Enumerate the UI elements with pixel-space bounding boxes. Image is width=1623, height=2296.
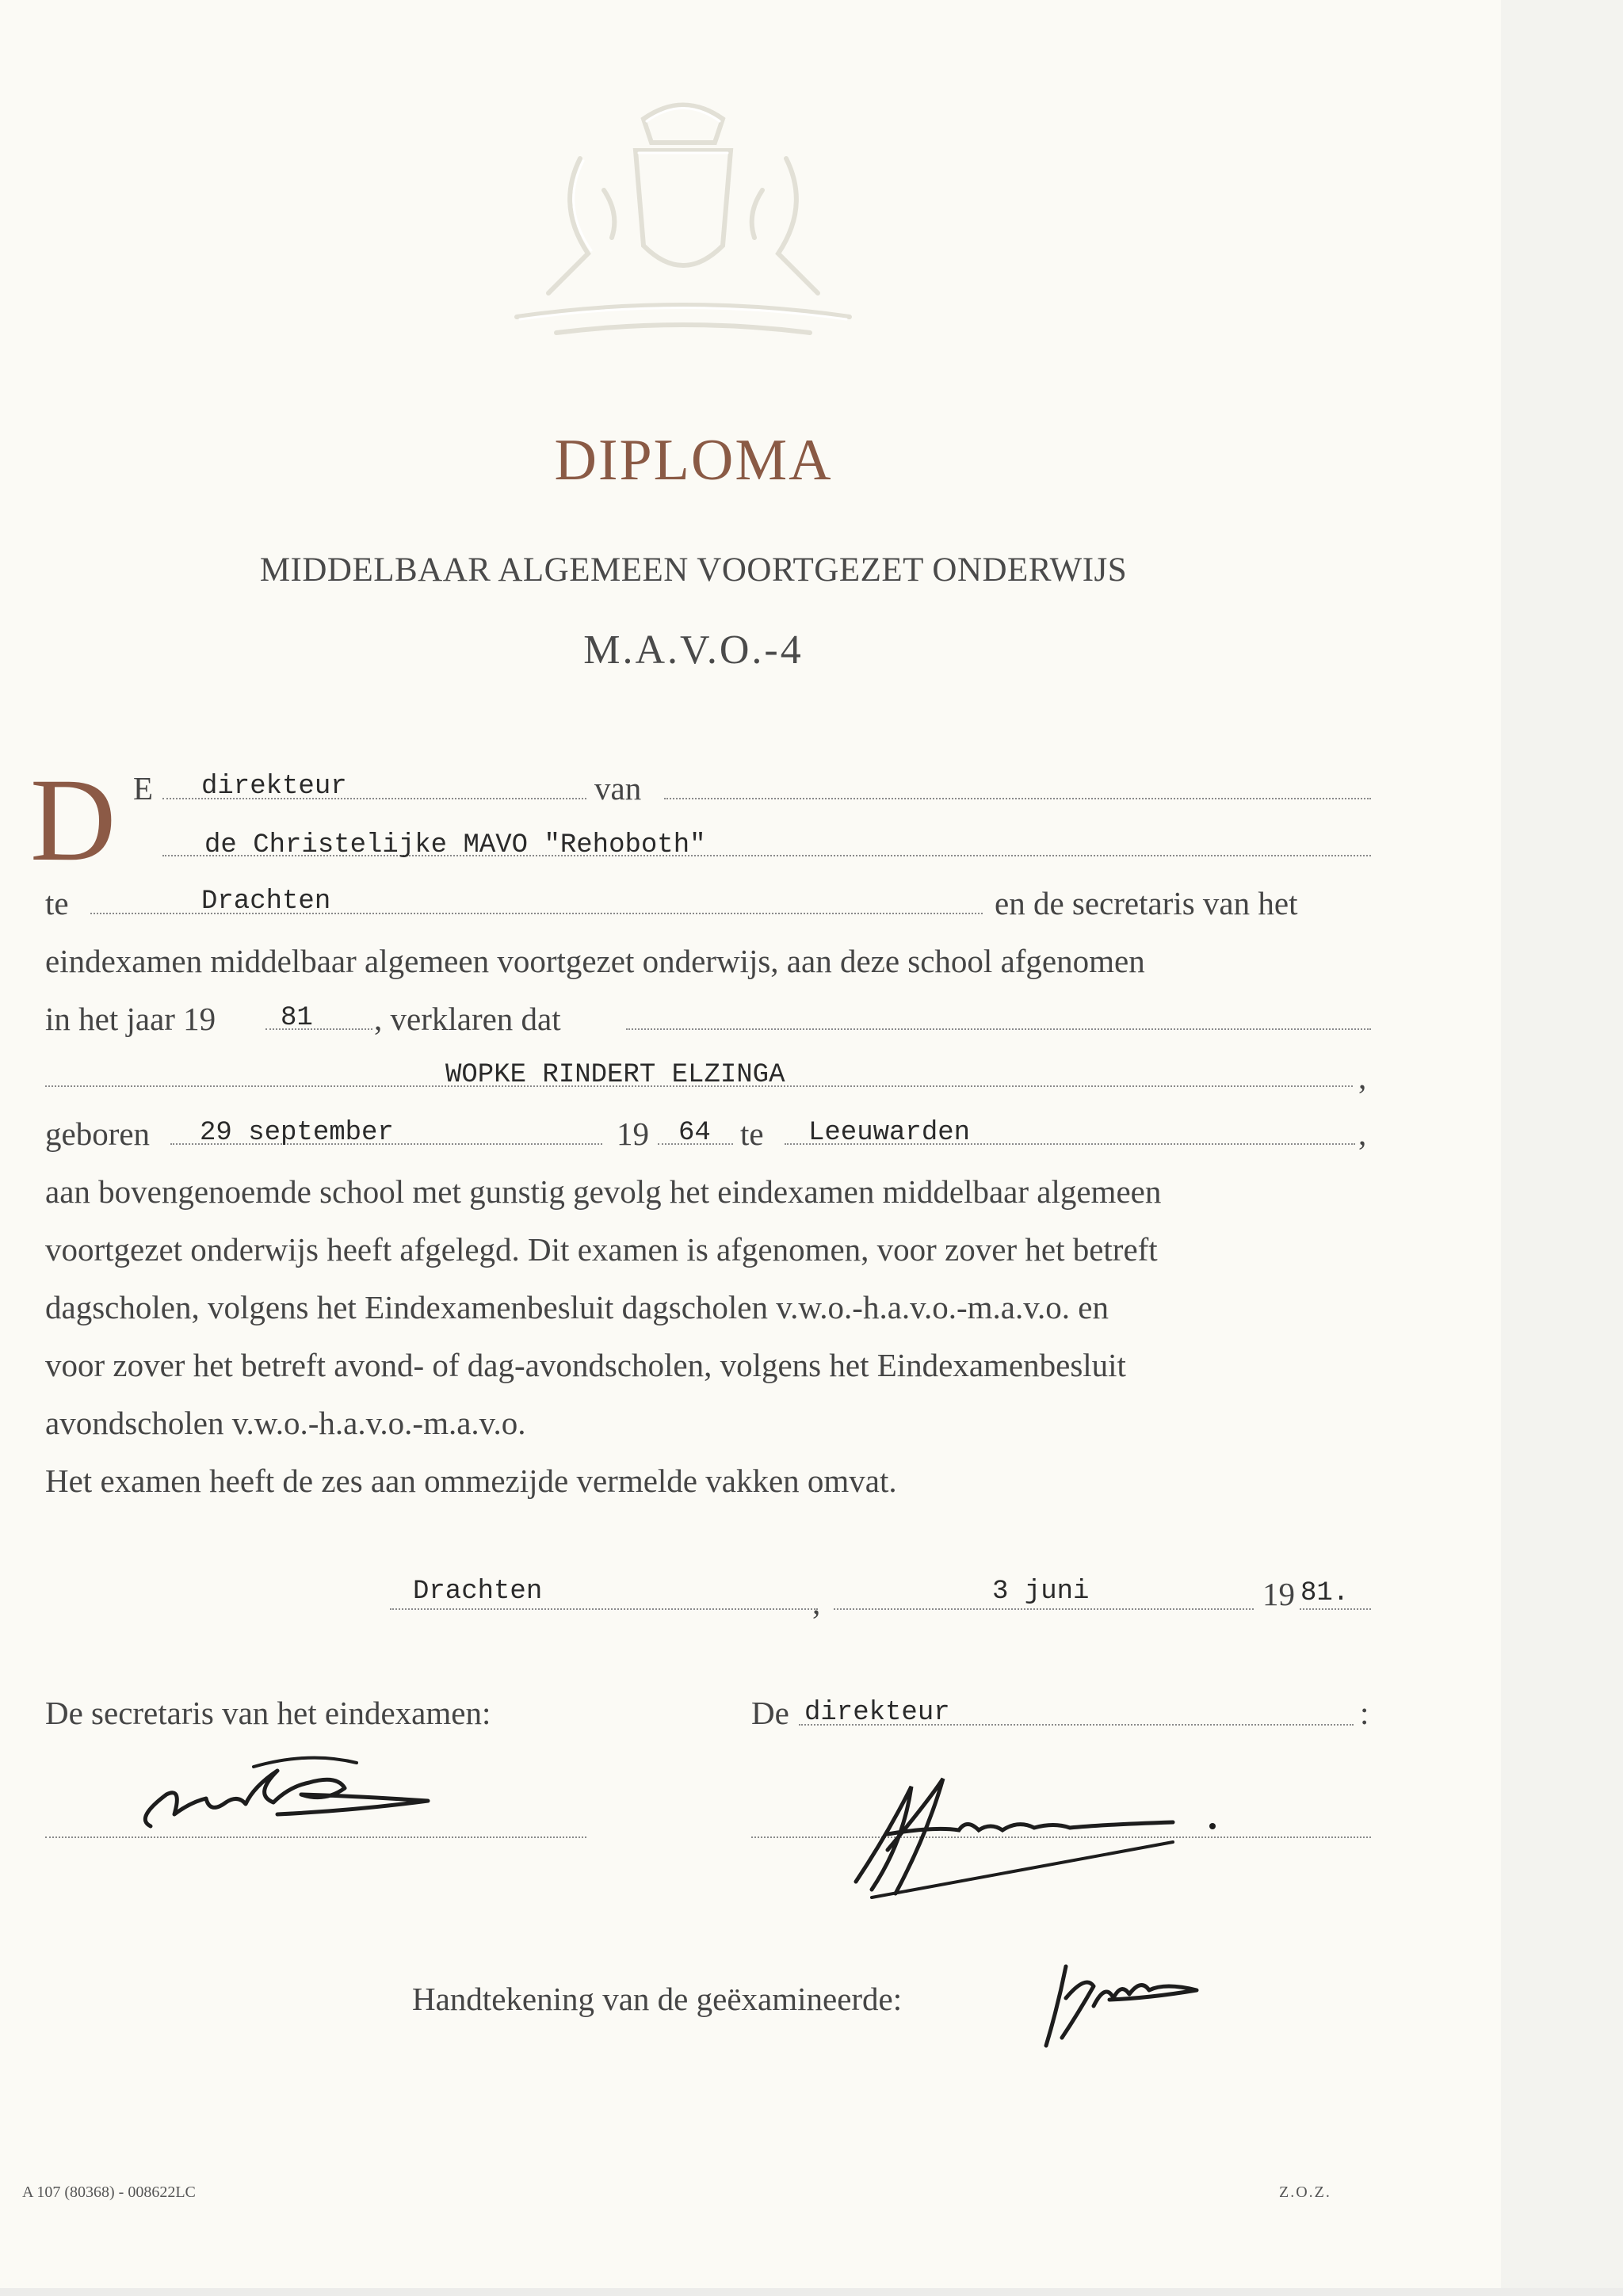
role-value: direkteur bbox=[201, 772, 347, 802]
birth-comma: , bbox=[1358, 1116, 1367, 1152]
dateline-date-line bbox=[834, 1608, 1254, 1610]
dateline-place-line bbox=[390, 1608, 818, 1610]
verklaren-text: , verklaren dat bbox=[374, 1001, 561, 1037]
birth-place: Leeuwarden bbox=[808, 1118, 971, 1148]
year-value: 81 bbox=[281, 1003, 313, 1033]
secretary-label: De secretaris van het eindexamen: bbox=[45, 1695, 491, 1731]
te-label: te bbox=[45, 885, 69, 921]
scan-margin bbox=[1501, 0, 1623, 2296]
name-comma: , bbox=[1358, 1059, 1367, 1096]
dateline-date: 3 juni bbox=[992, 1577, 1090, 1607]
birth-year: 64 bbox=[678, 1118, 711, 1148]
body-line-3: dagscholen, volgens het Eindexamenbesluit dagscholen v.w.o.-h.a.v.o.-m.a.v.o. en bbox=[45, 1289, 1109, 1325]
van-label: van bbox=[594, 770, 642, 807]
dateline-place: Drachten bbox=[413, 1577, 543, 1607]
education-level: M.A.V.O.-4 bbox=[583, 627, 804, 673]
document-subtitle: MIDDELBAAR ALGEMEEN VOORTGEZET ONDERWIJS bbox=[259, 551, 1128, 589]
director-value: direkteur bbox=[804, 1698, 950, 1728]
body-line-6: Het examen heeft de zes aan ommezijde vermelde vakken omvat. bbox=[45, 1463, 897, 1499]
secretary-signature-icon bbox=[119, 1739, 452, 1850]
body-line-1: aan bovengenoemde school met gunstig gevolg het eindexamen middelbaar algemeen bbox=[45, 1173, 1162, 1210]
dateline-comma: , bbox=[812, 1585, 821, 1621]
school-value: de Christelijke MAVO "Rehoboth" bbox=[204, 830, 706, 860]
year-label: in het jaar 19 bbox=[45, 1001, 216, 1037]
candidate-signature-label: Handtekening van de geëxamineerde: bbox=[412, 1981, 903, 2017]
verklaren-line bbox=[626, 1028, 1371, 1030]
birth-te-label: te bbox=[740, 1116, 764, 1152]
drop-cap: D bbox=[30, 754, 116, 886]
birth-date: 29 september bbox=[200, 1118, 394, 1148]
turn-over-note: Z.O.Z. bbox=[1279, 2183, 1331, 2201]
director-colon: : bbox=[1360, 1695, 1369, 1731]
form-code: A 107 (80368) - 008622LC bbox=[22, 2183, 196, 2201]
birth-century: 19 bbox=[617, 1116, 649, 1152]
body-line-5: avondscholen v.w.o.-h.a.v.o.-m.a.v.o. bbox=[45, 1405, 526, 1441]
director-signature-icon bbox=[840, 1755, 1236, 1909]
body-line-2: voortgezet onderwijs heeft afgelegd. Dit examen is afgenomen, voor zover het betreft bbox=[45, 1231, 1158, 1268]
born-label: geboren bbox=[45, 1116, 151, 1152]
place-value: Drachten bbox=[201, 887, 331, 917]
secretary-text: en de secretaris van het bbox=[995, 885, 1298, 921]
director-prefix: De bbox=[751, 1695, 789, 1731]
cap-rest: E bbox=[133, 770, 154, 807]
document-title: DIPLOMA bbox=[554, 428, 833, 493]
body-line-4: voor zover het betreft avond- of dag-avondscholen, volgens het Eindexamenbesluit bbox=[45, 1347, 1126, 1383]
candidate-signature-icon bbox=[1030, 1951, 1212, 2054]
exam-line: eindexamen middelbaar algemeen voortgezet onderwijs, aan deze school afgenomen bbox=[45, 943, 1145, 979]
embossed-coat-of-arms-icon bbox=[485, 87, 881, 372]
dateline-year-line bbox=[1300, 1608, 1371, 1610]
candidate-name: WOPKE RINDERT ELZINGA bbox=[445, 1060, 785, 1090]
dateline-year-prefix: 19 bbox=[1262, 1576, 1295, 1612]
van-line bbox=[664, 798, 1371, 799]
dateline-year: 81. bbox=[1300, 1578, 1350, 1608]
scan-bottom-edge bbox=[0, 2288, 1623, 2296]
